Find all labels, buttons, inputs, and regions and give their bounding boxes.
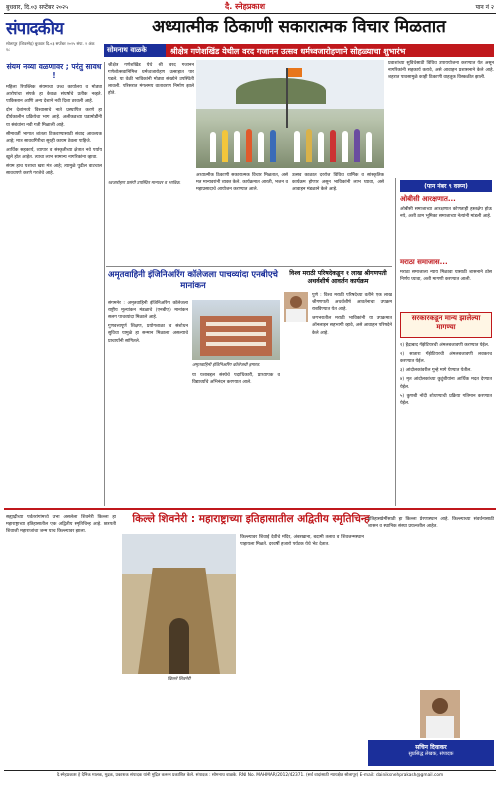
- fort-headline: किल्ले शिवनेरी : महाराष्ट्राच्या इतिहासातील अद्वितीय स्मृतिचिन्ह: [132, 513, 370, 525]
- right-column-text: [388, 60, 494, 176]
- main-story-paragraph: श्रीक्षेत्र गणेशखिंड येथे श्री वरद गजानन गणेशोत्सवानिमित्त धर्मध्वजारोहण उत्साहात पार पडले. या वेळी भाविकांनी मोठ्या संख्येने उपस्थिती लावली. परिसरात मंगलमय वातावरण निर्माण झाले होते.: [108, 63, 194, 97]
- issue-date: बुधवार, दि.०३ सप्टेंबर २०२५: [6, 4, 69, 11]
- editorial-body: [6, 84, 102, 506]
- continued-tag: (पान नंबर ९ वरून): [400, 180, 492, 192]
- editorial-paragraph: महिला रिपब्लिक संयमाचा उच्च कार्यालय व मोठ्या आरोपांचा संपर्क हा केवळ संघर्षाचे प्रतीक नव्हते. पाकिस्तान आणि अन्य देशाने नवी दिशा ठरवली आहे.: [6, 85, 102, 105]
- parishad-body: [312, 292, 392, 506]
- person-figure: [354, 129, 360, 162]
- person-figure: [234, 131, 240, 162]
- main-story-body-2: [292, 172, 384, 264]
- person-figure: [294, 131, 300, 162]
- masthead-title: संपादकीय: [6, 19, 63, 39]
- demands-headline: सरकारकडून मान्य झालेल्या मागण्या: [411, 314, 481, 332]
- editorial-paragraph: सीमावर्ती भागात शांतता टिकवण्यासाठी संवाद आवश्यक आहे; मात्र सावधगिरीचा सूरही कायम ठेवला पाहिजे.: [6, 131, 102, 144]
- fort-caption: किल्ले शिवनेरी: [167, 677, 191, 682]
- person-figure: [210, 132, 216, 162]
- college-building-window: [206, 322, 266, 326]
- portrait-head: [290, 296, 302, 308]
- demand-item: १) हैद्राबाद गॅझेटियरची अंमलबजावणी करण्यात येईल.: [400, 343, 490, 348]
- college-paragraph: गुणवत्तापूर्ण शिक्षण, प्रयोगशाळा व संशोधन सुविधा यामुळे हा सन्मान मिळाला असल्याचे प्राचार्यांनी सांगितले.: [108, 324, 188, 344]
- obc-body: [400, 206, 492, 256]
- person-figure: [330, 130, 336, 162]
- editorial-paragraph: दोन देशांमध्ये विश्वासाचे नाते प्रस्थापित करणे हा दीर्घकालीन प्रक्रियेचा भाग आहे. अलीकडच्या घडामोडींनी या संबंधांना नवी गती मिळाली आहे.: [6, 108, 102, 128]
- fort-paragraph: इतिहासप्रेमींसाठी हा किल्ला प्रेरणास्थान आहे. किल्ल्याच्या संवर्धनासाठी शासन व स्थानिक संस्था प्रयत्नशील आहेत.: [368, 517, 494, 530]
- demand-item: ५) कुणबी नोंदी शोधण्याची प्रक्रिया गतिमान करण्यात येईल.: [400, 393, 492, 406]
- imprint-footer: दै.स्नेहप्रकाश हे दैनिक मालक, मुद्रक, प्रकाशक संपादक यांनी मुद्रित करून प्रकाशित केले. संपादक : सोमनाथ वाळके. RNI No. MAHMAR/2012/42371. (सर्व वादांसाठी न्यायक्षेत्र सोलापूर) E-mail: dainiksnehprakash@gmail.com: [4, 770, 496, 794]
- demand-item: ४) मृत आंदोलकांच्या कुटुंबीयांना आर्थिक मदत देण्यात येईल.: [400, 377, 492, 390]
- author-box: [368, 740, 494, 766]
- person-figure: [342, 131, 348, 162]
- sub-headline: श्रीक्षेत्र गणेशखिंड येथील वरद गजानन उत्सव धर्मध्वजारोहणाने सोहळ्याचा शुभारंभ: [170, 47, 406, 56]
- obc-headline: ओबीसी आरक्षणात...: [400, 195, 456, 203]
- parishad-paragraph: जगभरातील मराठी भाविकांनी या उपक्रमात ऑनलाइन सहभागी व्हावे, असे आवाहन परिषदेने केले आहे.: [312, 316, 392, 336]
- top-bar: [0, 0, 500, 14]
- author-body: [426, 716, 454, 738]
- sub-headline-bar: [104, 44, 494, 57]
- person-figure: [306, 129, 312, 162]
- maratha-paragraph: मराठा समाजाला न्याय मिळावा यासाठी शासनाने ठोस निर्णय घ्यावा, अशी मागणी करण्यात आली.: [400, 270, 492, 283]
- college-paragraph: संगमनेर : अमृतवाहिनी इंजिनिअरिंग कॉलेजला राष्ट्रीय मूल्यांकन मंडळाचे (एनबीए) मानांकन सलग पाचव्यांदा मिळाले आहे.: [108, 301, 188, 321]
- flag: [288, 68, 302, 77]
- college-building-window: [206, 332, 266, 336]
- maratha-body: [400, 269, 492, 309]
- photo-trees: [236, 78, 326, 104]
- college-paragraph: या यशाबद्दल संस्थेचे पदाधिकारी, प्राध्यापक व विद्यार्थ्यांचे अभिनंदन करण्यात आले.: [192, 373, 280, 386]
- reporter-tag: सोमनाथ वाळके: [104, 44, 166, 57]
- college-photo: [192, 300, 280, 360]
- fort-body-left: [6, 514, 116, 766]
- flag-pole: [286, 68, 288, 128]
- page-number: पान नं २: [475, 4, 494, 11]
- person-figure: [366, 132, 372, 162]
- portrait-body: [286, 309, 306, 322]
- person-figure: [270, 130, 276, 162]
- person-figure: [246, 129, 252, 162]
- person-figure: [318, 132, 324, 162]
- bottom-section-rule: [4, 508, 496, 510]
- main-story-photo: [196, 60, 384, 168]
- parishad-portrait: [284, 292, 308, 322]
- fort-body-right: [368, 516, 494, 684]
- author-description: सुप्रसिद्ध लेखक, संपादक: [408, 751, 454, 757]
- right-column-paragraph: प्रवाशांच्या सुविधेसाठी विविध उपाययोजना करण्यात येत असून नागरिकांनी सहकार्य करावे, असे आवाहन प्रशासनाने केले आहे. शहरात पावसामुळे काही ठिकाणी वाहतूक विस्कळीत झाली.: [388, 61, 494, 81]
- main-headline: अध्यात्मीक ठिकाणी सकारात्मक विचार मिळतात: [152, 17, 446, 37]
- editorial-title: संयम नव्या वळणावर ; परंतु सावध !: [6, 62, 102, 80]
- author-photo: [420, 690, 460, 738]
- parishad-headline: विश्व मराठी परिषदेकडून १ लाख श्रीगणपती अथर्वशीर्ष आवर्तन कार्यक्रम: [289, 270, 387, 285]
- fort-body-middle: [240, 534, 364, 766]
- editorial-paragraph: आर्थिक सहकार्य, व्यापार व संस्कृतीच्या क्षेत्रात नवे पर्याय खुले होत आहेत. त्याचा लाभ सामान्य नागरिकांना व्हावा.: [6, 147, 102, 160]
- college-photo-caption: अमृतवाहिनी इंजिनिअरिंग कॉलेजची इमारत.: [192, 363, 261, 368]
- obc-paragraph: ओबीसी समाजाच्या आरक्षणात कोणताही हस्तक्षेप होऊ नये, अशी ठाम भूमिका समाजाच्या नेत्यांनी मांडली आहे.: [400, 207, 492, 220]
- fort-paragraph: सह्याद्रीच्या पर्वतरांगांमध्ये उभा असलेला शिवनेरी किल्ला हा महाराष्ट्राच्या इतिहासातील एक अद्वितीय स्मृतिचिन्ह आहे. छत्रपती शिवाजी महाराजांचा जन्म याच किल्ल्यावर झाला.: [6, 515, 116, 535]
- main-story-body: [196, 172, 288, 264]
- demand-item: ३) आंदोलकांवरील गुन्हे मागे घेण्यात येतील.: [400, 368, 472, 374]
- column-divider: [104, 62, 105, 506]
- college-body-2: [192, 372, 280, 506]
- paper-name: दै. स्नेहप्रकाश: [225, 2, 266, 11]
- masthead-subtitle: सोलापूर (शिवस्नेह) बुधवार दि.०३ सप्टेंबर २०२५ संपा. २ अंक १८: [6, 41, 95, 52]
- author-name: सचिन दिवाकर: [415, 744, 447, 751]
- college-headline: अमृतवाहिनी इंजिनिअरिंग कॉलेजला पाचव्यांदा एनबीएचे मानांकन: [108, 270, 278, 291]
- editorial-paragraph: संयम हाच यशाचा खरा मंत्र आहे; त्यामुळे पुढील वाटचाल सावधपणे करणे गरजेचे आहे.: [6, 164, 102, 177]
- college-body: [108, 300, 188, 506]
- maratha-headline: मराठा समाजास...: [400, 258, 448, 266]
- main-photo-caption: ध्वजारोहण प्रसंगी उपस्थित मान्यवर व भाविक.: [108, 181, 181, 186]
- person-figure: [222, 130, 228, 162]
- main-story-paragraph: अध्यात्मीक ठिकाणी सकारात्मक विचार मिळतात, असे मत मान्यवरांनी व्यक्त केले. कार्यक्रमात आरती, भजन व महाप्रसादाचे आयोजन करण्यात आले.: [196, 173, 288, 193]
- person-figure: [258, 132, 264, 162]
- main-story-intro: [108, 62, 194, 176]
- masthead: [6, 16, 98, 62]
- fort-paragraph: किल्ल्यावर शिवाई देवीचे मंदिर, अंबरखाना, बदामी तलाव व शिवजन्मस्थान पाहायला मिळते. दरवर्षी हजारो पर्यटक येथे भेट देतात.: [240, 535, 364, 548]
- college-building-window: [206, 342, 266, 346]
- section-rule: [106, 266, 392, 267]
- demand-item: २) सातारा गॅझेटियरची अंमलबजावणी लवकरच करण्यात येईल.: [400, 352, 492, 365]
- fort-photo: [122, 534, 236, 674]
- author-head: [432, 698, 448, 714]
- main-story-paragraph: उत्सव काळात दररोज विविध धार्मिक व सांस्कृतिक कार्यक्रम होणार असून भाविकांनी लाभ घ्यावा, असे आवाहन मंडळाने केले आहे.: [292, 173, 384, 193]
- demands-list: [400, 342, 492, 506]
- fort-doorway: [169, 618, 189, 674]
- parishad-paragraph: पुणे : विश्व मराठी परिषदेच्या वतीने एक लाख श्रीगणपती अथर्वशीर्ष आवर्तनाचा उपक्रम राबविण्यात येत आहे.: [312, 293, 392, 313]
